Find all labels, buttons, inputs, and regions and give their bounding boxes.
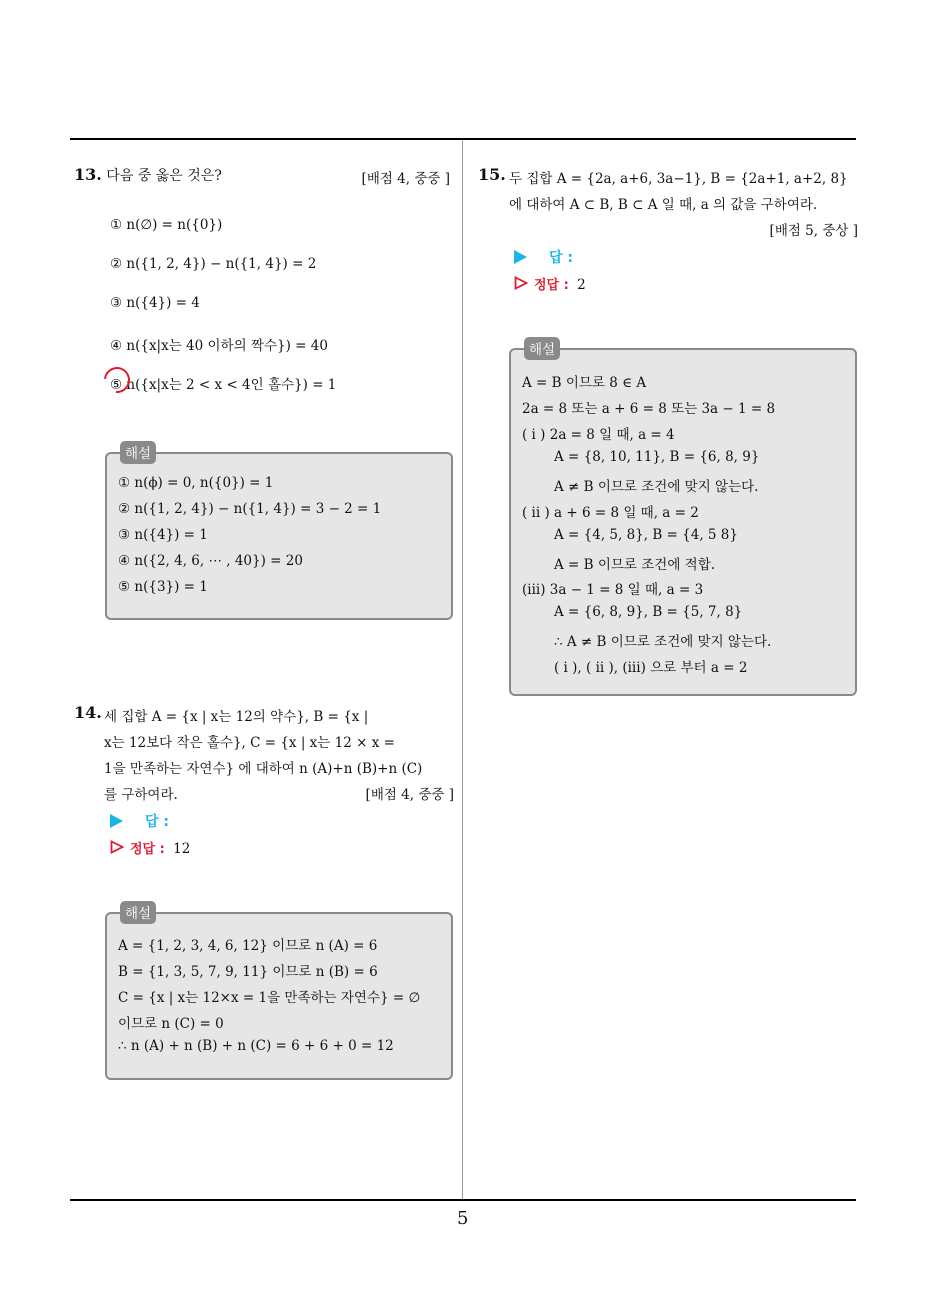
- correct-label: 정답 :: [130, 842, 165, 857]
- solution-line: A = {1, 2, 3, 4, 6, 12} 이므로 n (A) = 6: [118, 938, 378, 954]
- outline-triangle-icon: [110, 840, 124, 854]
- question-score: [배점 5, 중상 ]: [769, 223, 858, 239]
- answer-label: 답 :: [145, 814, 169, 830]
- solution-tag: 해설: [524, 337, 560, 360]
- option-1[interactable]: ① n(∅) = n({0}): [110, 217, 223, 233]
- option-4[interactable]: ④ n({x|x는 40 이하의 짝수}) = 40: [110, 338, 328, 354]
- answer-label: 답 :: [549, 250, 573, 266]
- solution-line: ④ n({2, 4, 6, ⋯ , 40}) = 20: [118, 553, 303, 569]
- outline-triangle-icon: [514, 276, 528, 290]
- column-divider: [462, 140, 463, 1200]
- question-text-line: 세 집합 A = {x | x는 12의 약수}, B = {x |: [104, 709, 369, 725]
- option-3[interactable]: ③ n({4}) = 4: [110, 295, 200, 311]
- solution-line: A = {4, 5, 8}, B = {4, 5 8}: [554, 527, 738, 543]
- correct-value: 12: [173, 841, 191, 857]
- solution-line: ② n({1, 2, 4}) − n({1, 4}) = 3 − 2 = 1: [118, 501, 382, 517]
- question-text: 다음 중 옳은 것은?: [106, 168, 222, 184]
- solution-line: ∴ n (A) + n (B) + n (C) = 6 + 6 + 0 = 12: [118, 1038, 394, 1054]
- answer-field[interactable]: [110, 811, 169, 831]
- question-number: 15.: [478, 165, 506, 184]
- question-15-number: [478, 162, 506, 189]
- question-13-header: [74, 162, 222, 189]
- play-triangle-icon: [110, 814, 123, 828]
- question-text-line: 1을 만족하는 자연수} 에 대하여 n (A)+n (B)+n (C): [104, 761, 423, 777]
- top-rule: [70, 138, 856, 140]
- question-number: 14.: [74, 703, 102, 722]
- play-triangle-icon: [514, 250, 527, 264]
- solution-line: ⑤ n({3}) = 1: [118, 579, 208, 595]
- solution-line: A = {6, 8, 9}, B = {5, 7, 8}: [554, 604, 743, 620]
- solution-tag: 해설: [120, 441, 156, 464]
- question-14-number: [74, 700, 102, 727]
- solution-line: (iii) 3a − 1 = 8 일 때, a = 3: [522, 582, 704, 598]
- question-score: [배점 4, 중중 ]: [365, 787, 454, 803]
- question-number: 13.: [74, 165, 102, 184]
- question-text-line: 에 대하여 A ⊂ B, B ⊂ A 일 때, a 의 값을 구하여라.: [509, 197, 818, 213]
- solution-line: ③ n({4}) = 1: [118, 527, 208, 543]
- solution-tag: 해설: [120, 901, 156, 924]
- solution-line: A = {8, 10, 11}, B = {6, 8, 9}: [554, 449, 760, 465]
- correct-answer: [110, 838, 190, 857]
- option-2[interactable]: ② n({1, 2, 4}) − n({1, 4}) = 2: [110, 256, 317, 272]
- solution-line: A = B 이므로 조건에 적합.: [554, 557, 716, 573]
- solution-line: ( i ) 2a = 8 일 때, a = 4: [522, 427, 675, 443]
- solution-line: 2a = 8 또는 a + 6 = 8 또는 3a − 1 = 8: [522, 401, 776, 417]
- answer-field[interactable]: [514, 247, 573, 267]
- page-number: 5: [457, 1208, 469, 1229]
- solution-line: ( ii ) a + 6 = 8 일 때, a = 2: [522, 505, 699, 521]
- question-score: [배점 4, 중중 ]: [361, 171, 450, 187]
- bottom-rule: [70, 1199, 856, 1201]
- solution-line: B = {1, 3, 5, 7, 9, 11} 이므로 n (B) = 6: [118, 964, 378, 980]
- solution-line: ① n(ϕ) = 0, n({0}) = 1: [118, 475, 274, 491]
- question-text-line: 를 구하여라.: [104, 787, 178, 803]
- question-text-line: x는 12보다 작은 홀수}, C = {x | x는 12 × x =: [104, 735, 395, 751]
- solution-line: ( i ), ( ii ), (iii) 으로 부터 a = 2: [554, 660, 748, 676]
- solution-line: A ≠ B 이므로 조건에 맞지 않는다.: [554, 479, 759, 495]
- solution-line: 이므로 n (C) = 0: [118, 1016, 224, 1032]
- correct-answer: [514, 274, 586, 293]
- option-5[interactable]: ⑤ n({x|x는 2 < x < 4인 홀수}) = 1: [110, 377, 337, 393]
- solution-line: ∴ A ≠ B 이므로 조건에 맞지 않는다.: [554, 634, 772, 650]
- correct-value: 2: [577, 277, 586, 293]
- solution-line: A = B 이므로 8 ∈ A: [522, 375, 647, 391]
- solution-line: C = {x | x는 12×x = 1을 만족하는 자연수} = ∅: [118, 990, 421, 1006]
- question-text-line: 두 집합 A = {2a, a+6, 3a−1}, B = {2a+1, a+2, 8}: [509, 171, 848, 187]
- correct-label: 정답 :: [534, 278, 569, 293]
